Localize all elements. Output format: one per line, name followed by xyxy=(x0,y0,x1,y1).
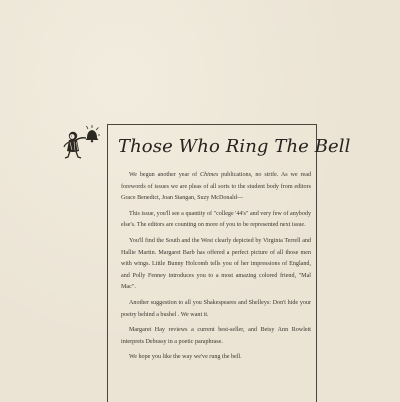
paragraph-intro: We begun another year of Chimes publications, no strife. As we read forewords of issues we are pleas of all sorts to the student body from editors Grace Benedict, Joan Stangan, Suzy McDonald— xyxy=(121,172,311,202)
article-title: Those Who Ring The Bell xyxy=(118,136,351,157)
publication-name: Chimes xyxy=(200,172,219,178)
paragraph-closing: We hope you like the way we've rung the bell. xyxy=(129,354,242,361)
paragraph-contributors: You'll find the South and the West clearly depicted by Virginia Terrell and Hallie Martin. Margaret Barb has offered a perfect picture of all those men with wings. Little Bunny Holcomb tells you of her impressions of England, and Polly Fenney introduces you to a most amazing colored friend, "Mal Mac". xyxy=(121,237,311,291)
article-body xyxy=(121,170,311,368)
bell-ringer-icon xyxy=(60,124,100,164)
paragraph-poetry: Another suggestion to all you Shakespeares and Shelleys: Don't hide your poetry behind a bushel . We want it. xyxy=(121,299,311,318)
paragraph-review: Margaret Hay reviews a current best-seller, and Betsy Ann Rowlett interprets Debussy in a poetic paraphrase. xyxy=(121,327,311,345)
paragraph-college: This issue, you'll see a quantity of "college '44's" and very few of anybody else's. The editors are counting on more of you to be represented next issue. xyxy=(121,210,311,229)
